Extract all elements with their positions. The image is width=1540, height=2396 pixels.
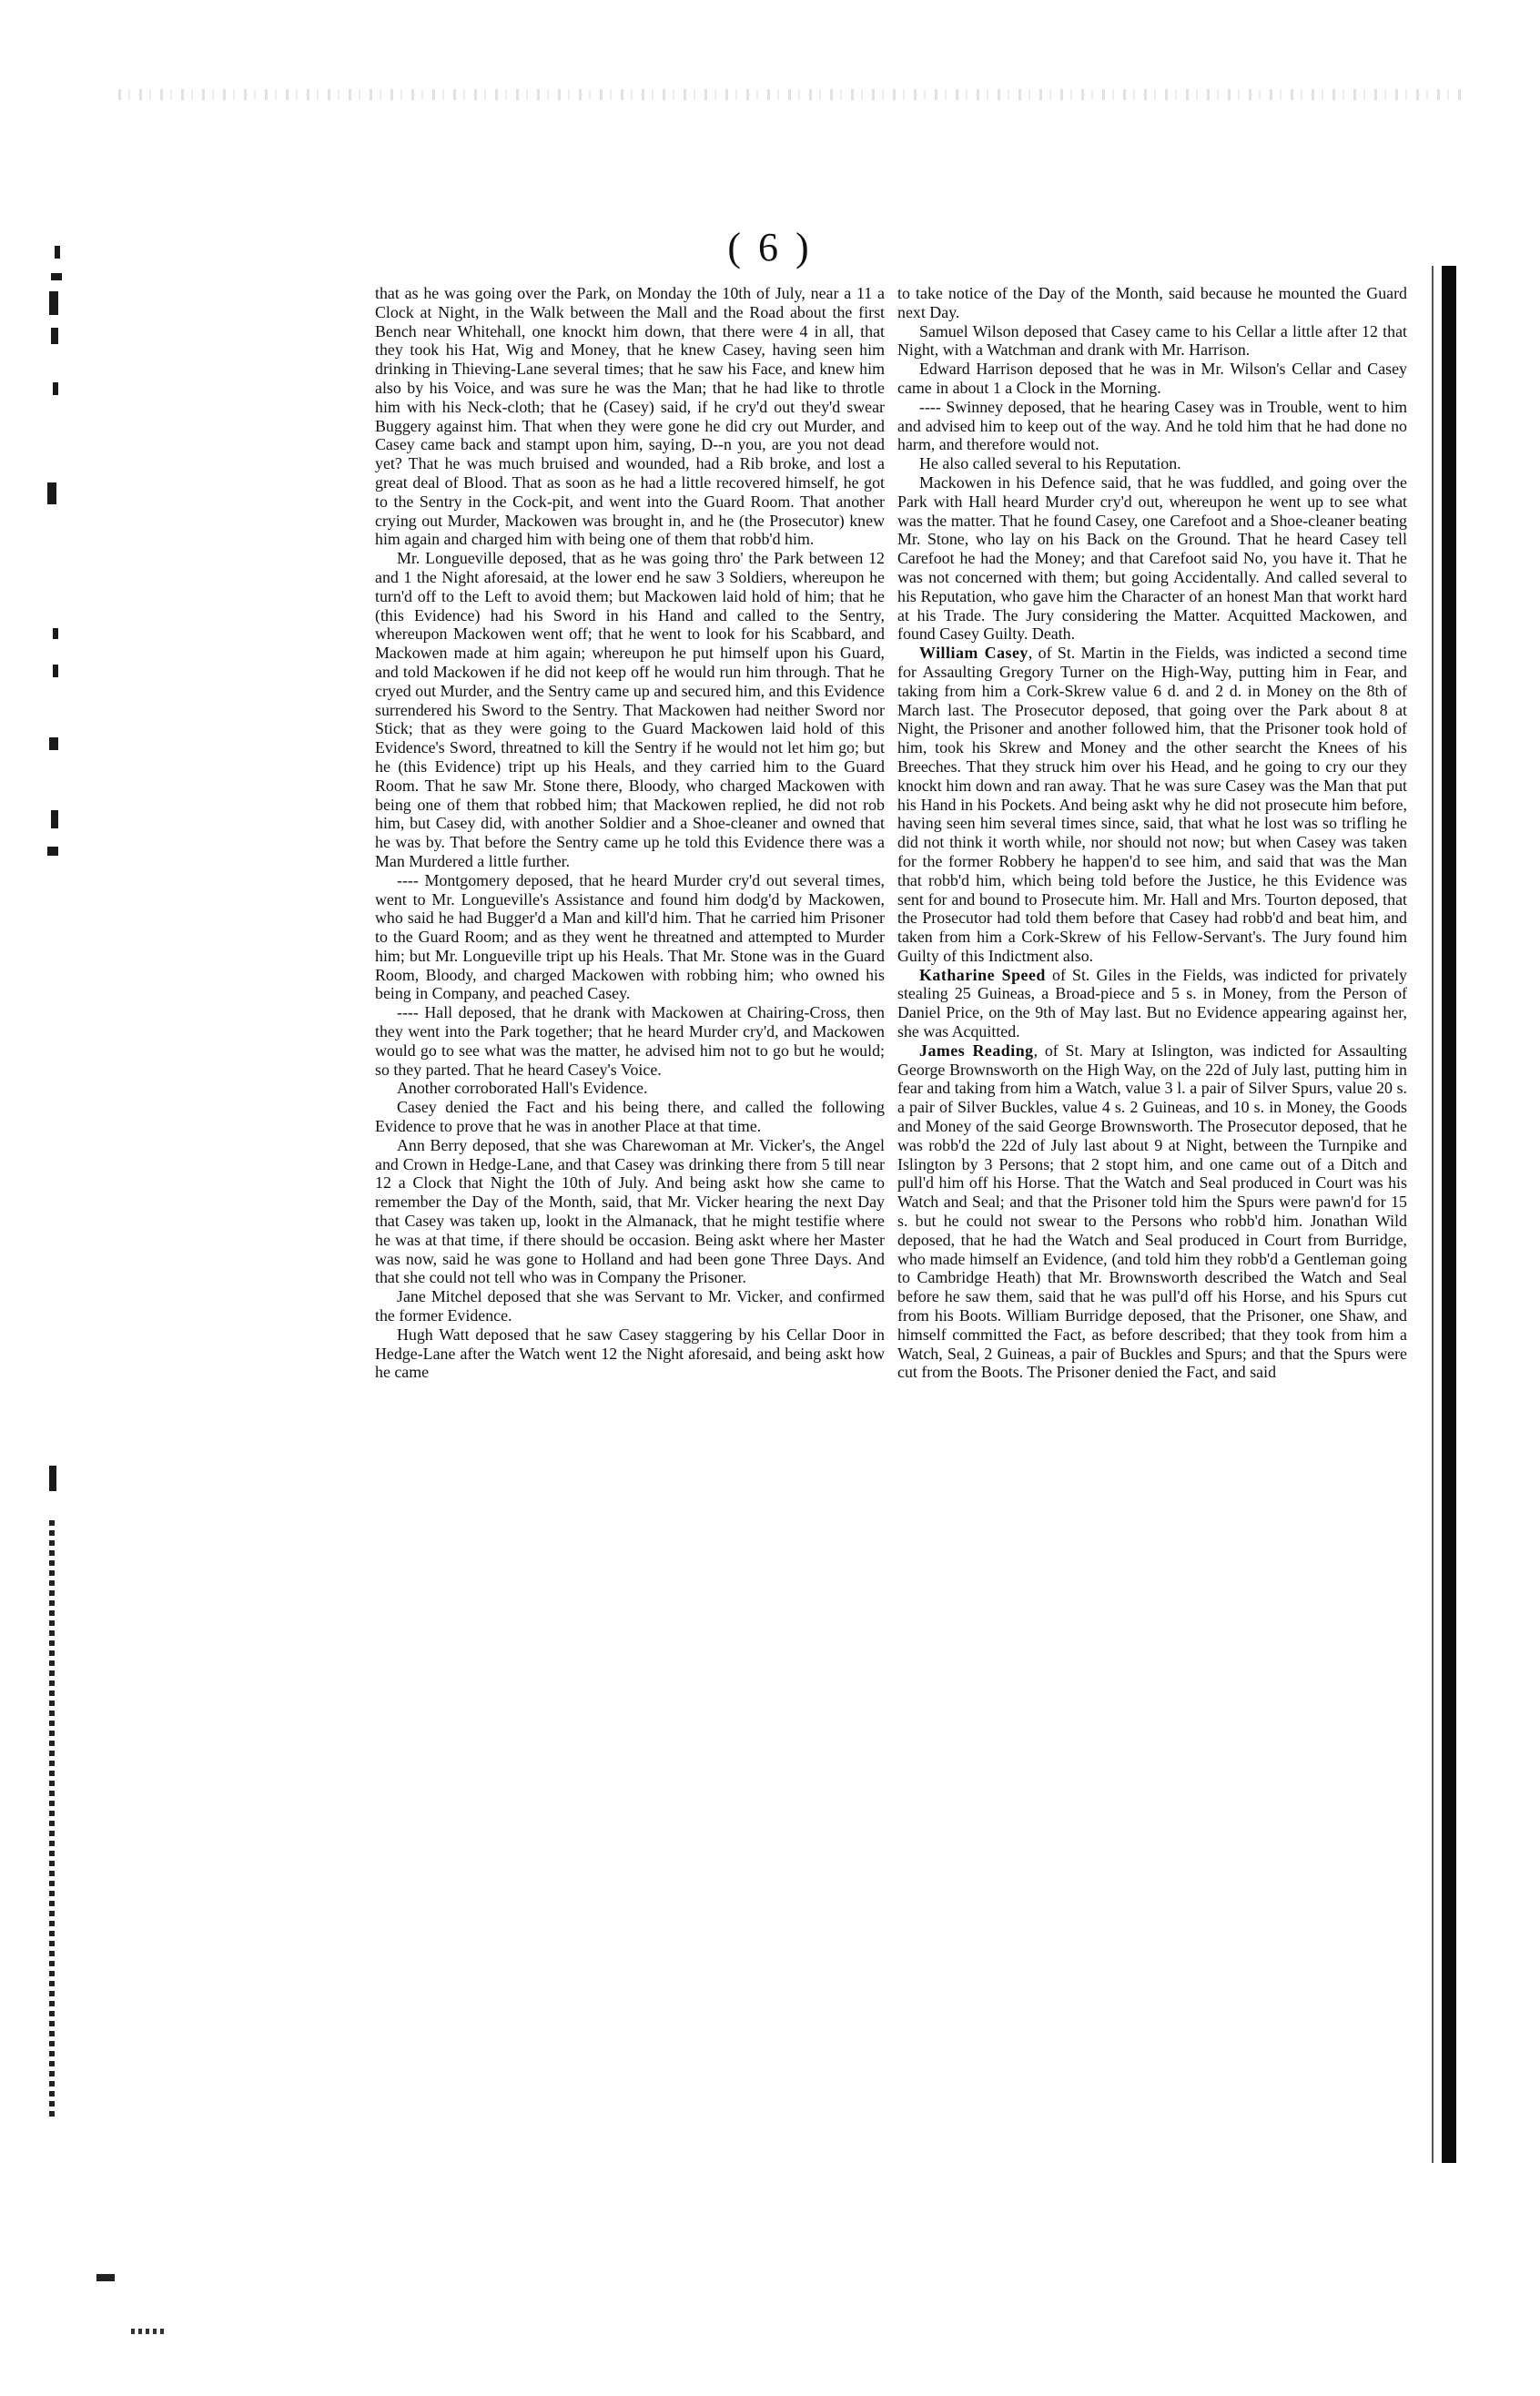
paragraph-text: , of St. Martin in the Fields, was indicted a second time for Assaulting Gregory Turner on the High-Way, putting him in Fear, and taking from him a Cork-Skrew value 6 d. and 2 d. in Money on the 8th of March last. The Prosecutor deposed, that going over the Park about 8 at Night, the Prisoner and another followed him, that the Prisoner took hold of him, took his Skrew and Money and the other searcht the Knees of his Breeches. That they struck him over his Head, and he going to cry our they knockt him down and ran away. That he was sure Casey was the Man that put his Hand in his Pockets. And being askt why he did not prosecute him before, having seen him several times since, said, that what he lost was so trifling he did not think it worth while, nor should not now; but when Casey was taken for the former Robbery he happen'd to see him, and said that was the Man that robb'd him, which being told before the Justice, he this Evidence was sent for and bound to Prosecute him. Mr. Hall and Mrs. Tourton deposed, that the Prosecutor had told them before that Casey had robb'd and beat him, and taken from him a Cork-Skrew of his Fellow-Servant's. The Jury found him Guilty of this Indictment also. [897, 644, 1407, 965]
defendant-name: Katharine Speed [919, 965, 1046, 984]
paragraph-text: Ann Berry deposed, that she was Charewoman at Mr. Vicker's, the Angel and Crown in Hedge-Lane, and that Casey was drinking there from 5 till near 12 a Clock that Night the 10th of July. And being askt how she came to remember the Day of the Month, said, that Mr. Vicker hearing the next Day that Casey was taken up, lookt in the Almanack, that he might testifie where he was at that time, if there should be occasion. Being askt where her Master was now, said he was gone to Holland and had been gone Three Days. And that she could not tell who was in Company the Prisoner. [375, 1135, 885, 1287]
paragraph [375, 1136, 885, 1287]
paragraph-text: Another corroborated Hall's Evidence. [397, 1079, 648, 1098]
paragraph [375, 871, 885, 1004]
paragraph [375, 1098, 885, 1136]
paragraph [375, 549, 885, 871]
paragraph [897, 284, 1407, 322]
paragraph-text: of St. Giles in the Fields, was indicted for privately stealing 25 Guineas, a Broad-piece and 5 s. in Money, from the Person of Daniel Price, on the 9th of May last. But no Evidence appearing against her, she was Acquitted. [897, 965, 1407, 1041]
right-margin-rule [1442, 266, 1456, 2163]
paragraph-text: Samuel Wilson deposed that Casey came to his Cellar a little after 12 that Night, with a Watchman and drank with Mr. Harrison. [897, 321, 1407, 360]
text-column-right [897, 284, 1407, 1382]
paragraph-text: Jane Mitchel deposed that she was Servant to Mr. Vicker, and confirmed the former Evidence. [375, 1287, 885, 1325]
paragraph-text: that as he was going over the Park, on Monday the 10th of July, near a 11 a Clock at Night, in the Walk between the Mall and the Road about the first Bench near Whitehall, one knockt him down, that there were 4 in all, that they took his Hat, Wig and Money, that he knew Casey, having seen him drinking in Thieving-Lane several times; that he saw his Face, and knew him also by his Voice, and was sure he was the Man; that he had like to throtle him with his Neck-cloth; that he (Casey) said, if he cry'd out they'd swear Buggery against him. That when they were gone he did cry out Murder, and Casey came back and stampt upon him, saying, D--n you, are you not dead yet? That he was much bruised and wounded, had a Rib broke, and lost a great deal of Blood. That as soon as he had a little recovered himself, he got to the Sentry in the Cock-pit, and went into the Guard Room. That another crying out Murder, Mackowen was brought in, and he (the Prosecutor) knew him again and charged him with being one of them that robb'd him. [375, 284, 885, 549]
paragraph-text: ---- Montgomery deposed, that he heard Murder cry'd out several times, went to Mr. Longueville's Assistance and found him dodg'd by Mackowen, who said he had Bugger'd a Man and kill'd him. That he carried him Prisoner to the Guard Room; and as they went he threatned and attempted to Murder him; but Mr. Longueville tript up his Heals. That Mr. Stone was in the Guard Room, Bloody, and charged Mackowen with robbing him; who owned his being in Company, and peached Casey. [375, 870, 885, 1003]
paragraph-text: , of St. Mary at Islington, was indicted for Assaulting George Brownsworth on the High Way, on the 22d of July last, putting him in fear and taking from him a Watch, value 3 l. a pair of Silver Spurs, value 20 s. a pair of Silver Buckles, value 4 s. 2 Guineas, and 10 s. in Money, the Goods and Money of the said George Brownsworth. The Prosecutor deposed, that he was robb'd the 22d of July last about 9 at Night, between the Turnpike and Islington by 3 Persons; that 2 stopt him, and one came out of a Ditch and pull'd him off his Horse. That the Watch and Seal produced in Court was his Watch and Seal; and that the Prisoner told him the Spurs were pawn'd for 15 s. but he could not swear to the Persons who robb'd him. Jonathan Wild deposed, that he had the Watch and Seal produced in Court from Burridge, who made himself an Evidence, (and told him they robb'd a Gentleman going to Cambridge Heath) that Mr. Brownsworth described the Watch and Seal before he saw them, said that he was pull'd off his Horse, and his Spurs cut from his Boots. William Burridge deposed, that the Prisoner, one Shaw, and himself committed the Fact, as before described; that they took from him a Watch, Seal, 2 Guineas, a pair of Buckles and Spurs; and that the Spurs were cut from the Boots. The Prisoner denied the Fact, and said [897, 1041, 1407, 1382]
paragraph-text: Edward Harrison deposed that he was in Mr. Wilson's Cellar and Casey came in about 1 a Clock in the Morning. [897, 360, 1407, 397]
scan-noise-top [118, 89, 1465, 100]
paragraph-text: Hugh Watt deposed that he saw Casey staggering by his Cellar Door in Hedge-Lane after the Watch went 12 the Night aforesaid, and being askt how he came [375, 1325, 885, 1382]
paragraph [897, 454, 1407, 473]
paragraph [375, 1325, 885, 1382]
paragraph [375, 1079, 885, 1098]
paragraph [897, 644, 1407, 966]
paragraph-text: ---- Hall deposed, that he drank with Mackowen at Chairing-Cross, then they went into the Park together; that he heard Murder cry'd, and Mackowen would go to see what was the matter, he advised him not to go but he would; so they parted. That he heard Casey's Voice. [375, 1003, 885, 1079]
paragraph-text: Mr. Longueville deposed, that as he was going thro' the Park between 12 and 1 the Night aforesaid, at the lower end he saw 3 Soldiers, whereupon he turn'd off to the Left to avoid them; but Mackowen laid hold of him; that he (this Evidence) had his Sword in his Hand and called to the Sentry, whereupon Mackowen went off; that he went to look for his Scabbard, and Mackowen made at him again; whereupon he put himself upon his Guard, and told Mackowen if he did not keep off he would run him through. That he cryed out Murder, and the Sentry came up and secured him, and this Evidence surrendered his Sword to the Sentry. That Mackowen had neither Sword nor Stick; that as they were going to the Guard Mackowen laid hold of this Evidence's Sword, threatned to kill the Sentry if he would not let him go; but he (this Evidence) tript up his Heals, and they carried him to the Guard Room. That he saw Mr. Stone there, Bloody, who charged Mackowen with being one of them that robbed him; that Mackowen replied, he did not rob him, but Casey did, with another Soldier and a Shoe-cleaner and owned that he was by. That before the Sentry came up he told this Evidence there was a Man Murdered a little further. [375, 549, 885, 870]
binding-margin-marks [46, 173, 73, 2176]
paragraph-text: to take notice of the Day of the Month, said because he mounted the Guard next Day. [897, 284, 1407, 321]
paragraph [375, 284, 885, 549]
paragraph [897, 398, 1407, 454]
scan-mark-bottom [96, 2274, 115, 2281]
paragraph-text: Casey denied the Fact and his being there, and called the following Evidence to prove that he was in another Place at that time. [375, 1098, 885, 1136]
paragraph [897, 966, 1407, 1041]
defendant-name: William Casey [919, 644, 1028, 663]
paragraph-text: He also called several to his Reputation. [919, 454, 1181, 473]
paragraph [375, 1287, 885, 1325]
paragraph [897, 1041, 1407, 1382]
page-number: ( 6 ) [727, 225, 813, 269]
paragraph [897, 473, 1407, 644]
paragraph [897, 360, 1407, 398]
text-column-left [375, 284, 885, 1382]
paragraph-text: Mackowen in his Defence said, that he was fuddled, and going over the Park with Hall heard Murder cry'd out, whereupon he went up to see what was the matter. That he found Casey, one Carefoot and a Shoe-cleaner beating Mr. Stone, who lay on his Back on the Ground. That he heard Casey tell Carefoot he had the Money; and that Carefoot said No, you have it. That he was not concerned with them; but going Accidentally. And called several to his Reputation, who gave him the Character of an honest Man that workt hard at his Trade. The Jury considering the Matter. Acquitted Mackowen, and found Casey Guilty. Death. [897, 472, 1407, 644]
scan-mark-bottom-2 [131, 2329, 167, 2334]
paragraph [375, 1003, 885, 1079]
paragraph-text: ---- Swinney deposed, that he hearing Casey was in Trouble, went to him and advised him to keep out of the way. And he told him that he had done no harm, and therefore would not. [897, 397, 1407, 454]
paragraph [897, 322, 1407, 360]
defendant-name: James Reading [919, 1041, 1034, 1060]
right-margin-rule-thin [1432, 266, 1434, 2163]
